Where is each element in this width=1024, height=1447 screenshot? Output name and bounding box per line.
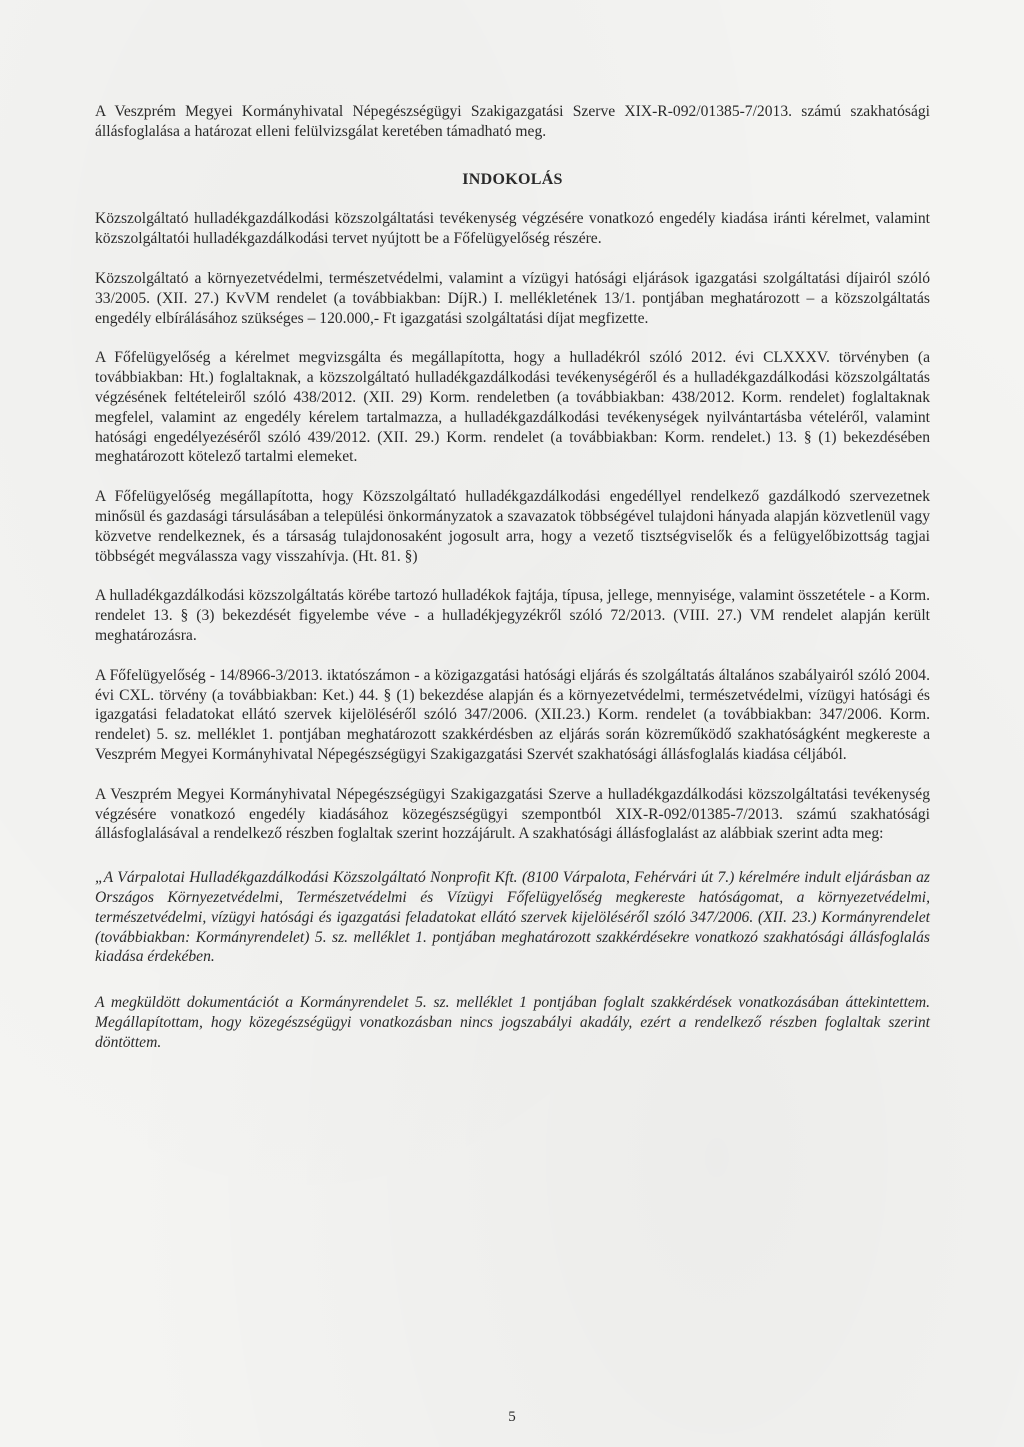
quote-paragraph-1: „A Várpalotai Hulladékgazdálkodási Közszolgáltató Nonprofit Kft. (8100 Várpalota, Fehérvári út 7.) kérelmére indult eljárásban az Országos Környezetvédelmi, Természetvédelmi és Vízügyi Főfelügyelőség megkereste hatóságomat, a környezetvédelmi, természetvédelmi, vízügyi hatósági és igazgatási feladatokat ellátó szervek kijelöléséről szóló 347/2006. (XII. 23.) Kormányrendelet (továbbiakban: Kormányrendelet) 5. sz. melléklet 1. pontjában meghatározott szakkérdésekre vonatkozó szakhatósági állásfoglalás kiadása érdekében. [95, 869, 930, 966]
paragraph-6: A Főfelügyelőség - 14/8966-3/2013. iktatószámon - a közigazgatási hatósági eljárás és szolgáltatás általános szabályairól szóló 2004. évi CXL. törvény (a továbbiakban: Ket.) 44. § (1) bekezdése alapján és a környezetvédelmi, természetvédelmi, vízügyi hatósági és igazgatási feladatokat ellátó szervek kijelöléséről szóló 347/2006. (XII.23.) Korm. rendelet (a továbbiakban: 347/2006. Korm. rendelet) 5. sz. melléklet 1. pontjában meghatározott szakkérdésben az eljárás során közreműködő szakhatóságként megkereste a Veszprém Megyei Kormányhivatal Népegészségügyi Szakigazgatási Szervét szakhatósági állásfoglalás kiadása céljából. [95, 666, 930, 763]
paragraph-7: A Veszprém Megyei Kormányhivatal Népegészségügyi Szakigazgatási Szerve a hulladékgazdálkodási közszolgáltatási tevékenység végzésére vonatkozó engedély kiadásához közegészségügyi szempontból XIX-R-092/01385-7/2013. számú szakhatósági állásfoglalásával a rendelkező részben foglaltak szerint hozzájárult. A szakhatósági állásfoglalást az alábbiak szerint adta meg: [95, 785, 930, 843]
intro-paragraph: A Veszprém Megyei Kormányhivatal Népegészségügyi Szakigazgatási Szerve XIX-R-092/01385-7/2013. számú szakhatósági állásfoglalása a határozat elleni felülvizsgálat keretében támadható meg. [95, 103, 930, 140]
paragraph-5: A hulladékgazdálkodási közszolgáltatás körébe tartozó hulladékok fajtája, típusa, jellege, mennyisége, valamint összetétele - a Korm. rendelet 13. § (3) bekezdését figyelembe véve - a hulladékjegyzékről szóló 72/2013. (VIII. 27.) VM rendelet alapján került meghatározásra. [95, 587, 930, 644]
paragraph-3: A Főfelügyelőség a kérelmet megvizsgálta és megállapította, hogy a hulladékról szóló 2012. évi CLXXXV. törvényben (a továbbiakban: Ht.) foglaltaknak, a közszolgáltató hulladékgazdálkodási tevékenységéről és a hulladékgazdálkodási közszolgáltatás végzésének feltételeiről szóló 438/2012. (XII. 29) Korm. rendeletben (a továbbiakban: 438/2012. Korm. rendelet) foglaltaknak megfelel, valamint az engedély kérelem tartalmazza, a hulladékgazdálkodási tevékenységek nyilvántartásba vételéről, valamint hatósági engedélyezéséről szóló 439/2012. (XII. 29.) Korm. rendelet (a továbbiakban: Korm. rendelet.) 13. § (1) bekezdésében meghatározott kötelező tartalmi elemeket. [95, 349, 930, 466]
paragraph-2: Közszolgáltató a környezetvédelmi, természetvédelmi, valamint a vízügyi hatósági eljárások igazgatási szolgáltatási díjairól szóló 33/2005. (XII. 27.) KvVM rendelet (a továbbiakban: DíjR.) I. mellékletének 13/1. pontjában meghatározott – a közszolgáltatás engedély elbírálásához szükséges – 120.000,- Ft igazgatási szolgáltatási díjat megfizette. [95, 269, 930, 327]
page-number: 5 [508, 1409, 516, 1425]
section-heading: INDOKOLÁS [462, 170, 563, 188]
paragraph-1: Közszolgáltató hulladékgazdálkodási közszolgáltatási tevékenység végzésére vonatkozó engedély kiadása iránti kérelmet, valamint közszolgáltatói hulladékgazdálkodási tervet nyújtott be a Főfelügyelőség részére. [95, 210, 930, 248]
document-body [95, 102, 930, 1078]
quote-paragraph-2: A megküldött dokumentációt a Kormányrendelet 5. sz. melléklet 1 pontjában foglalt szakkérdések vonatkozásában áttekintettem. Megállapítottam, hogy közegészségügyi vonatkozásban nincs jogszabályi akadály, ezért a rendelkező részben foglaltak szerint döntöttem. [95, 994, 930, 1051]
paragraph-4: A Főfelügyelőség megállapította, hogy Közszolgáltató hulladékgazdálkodási engedéllyel rendelkező gazdálkodó szervezetnek minősül és gazdasági társulásában a települési önkormányzatok a szavazatok többségével tulajdoni hányada alapján közvetlenül vagy közvetve rendelkeznek, és a társaság tulajdonosaként jogosult arra, hogy a vezető tisztségviselők és a felügyelőbizottság tagjai többségét megválassza vagy visszahívja. (Ht. 81. §) [95, 488, 930, 565]
